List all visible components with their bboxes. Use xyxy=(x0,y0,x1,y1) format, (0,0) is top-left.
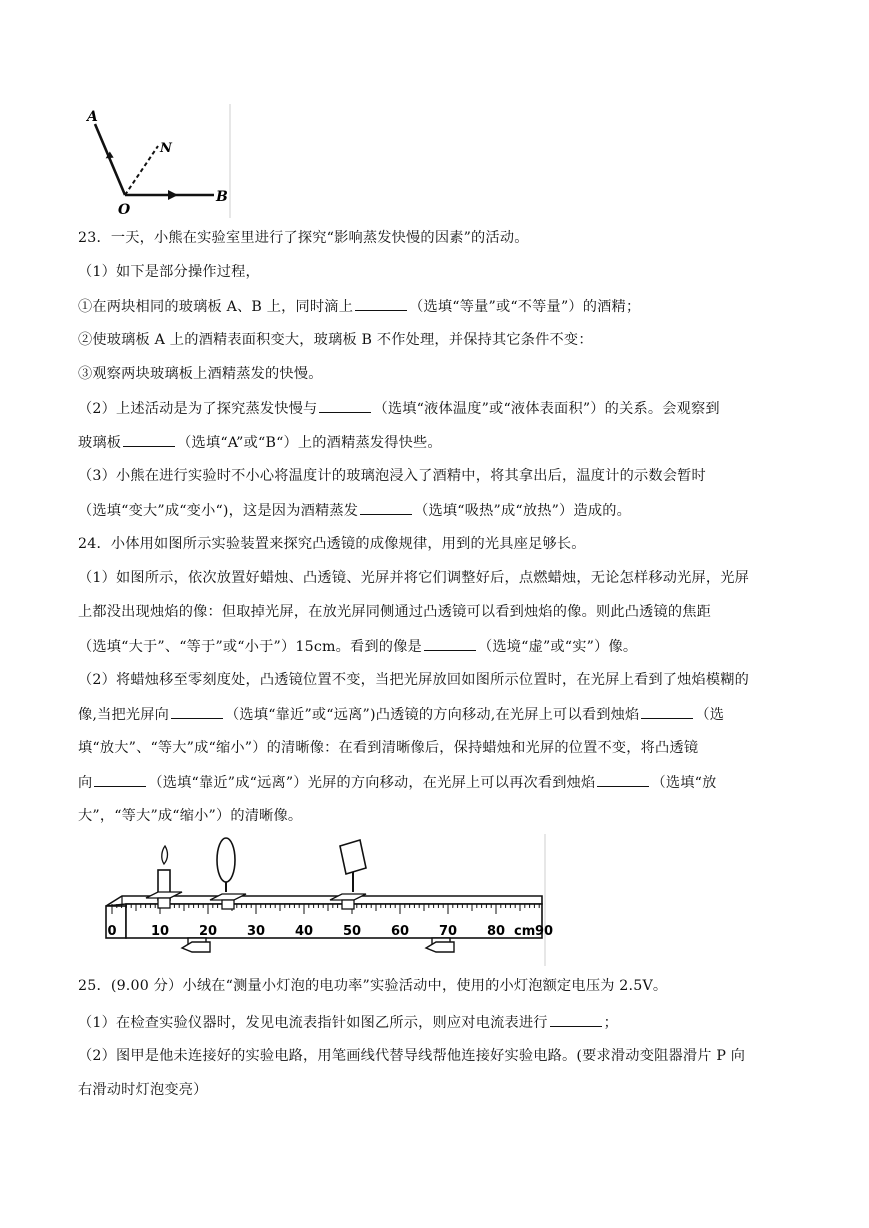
reflection-diagram xyxy=(78,104,232,218)
answer-blank[interactable] xyxy=(424,636,476,651)
scale-label: 90 xyxy=(534,924,554,939)
answer-blank[interactable] xyxy=(123,432,175,447)
answer-blank[interactable] xyxy=(360,500,412,515)
q23-step1: ①在两块相同的玻璃板 A、B 上，同时滴上 （选填“等量”或“不等量”）的酒精； xyxy=(78,296,829,317)
scale-label: 10 xyxy=(150,924,170,939)
q23-step3: ③观察两块玻璃板上酒精蒸发的快慢。 xyxy=(78,366,323,382)
q25-part2b: 右滑动时灯泡变亮） xyxy=(78,1082,208,1098)
scale-label: 60 xyxy=(390,924,410,939)
q23-part2b: 玻璃板 （选填“A”或“B“）上的酒精蒸发得快些。 xyxy=(78,432,829,453)
answer-blank[interactable] xyxy=(355,296,407,311)
q25-part2a: （2）图甲是他未连接好的实验电路，用笔画线代替导线帮他连接好实验电路。(要求滑动变阻器滑片 P 向 xyxy=(78,1048,746,1064)
optical-bench-diagram xyxy=(102,834,554,966)
q23-part3: （3）小熊在进行实验时不小心将温度计的玻璃泡浸入了酒精中，将其拿出后，温度计的示数会暂时 xyxy=(78,468,706,484)
q23-part1-head: （1）如下是部分操作过程， xyxy=(78,264,260,280)
q23-stem: 23．一天，小熊在实验室里进行了探究“影响蒸发快慢的因素”的活动。 xyxy=(78,230,529,246)
scale-label: 20 xyxy=(198,924,218,939)
scale-label: 30 xyxy=(246,924,266,939)
label-o: O xyxy=(118,202,131,218)
q23-part3b: （选填“变大”成“变小“)，这是因为酒精蒸发 （选填“吸热”成“放热”）造成的。 xyxy=(78,500,829,521)
scale-label: 70 xyxy=(438,924,458,939)
q24-stem: 24．小体用如图所示实验装置来探究凸透镜的成像规律，用到的光具座足够长。 xyxy=(78,536,586,552)
scale-label: 40 xyxy=(294,924,314,939)
normal-line xyxy=(125,146,158,195)
answer-blank[interactable] xyxy=(171,704,223,719)
scale-label: 80 xyxy=(486,924,506,939)
label-a: A xyxy=(87,109,98,125)
scale-label: 0 xyxy=(107,924,117,939)
q24-part2d: 向 （选填“靠近”成“远离”）光屏的方向移动，在光屏上可以再次看到烛焰 （选填“放 xyxy=(78,772,829,793)
label-b: B xyxy=(216,189,228,205)
bench-scale xyxy=(126,904,542,938)
q24-part2e: 大”，“等大”成“缩小”）的清晰像。 xyxy=(78,808,303,824)
label-n: N xyxy=(160,141,172,156)
reflected-arrow xyxy=(168,190,178,200)
answer-blank[interactable] xyxy=(641,704,693,719)
q23-part2: （2）上述活动是为了探究蒸发快慢与 （选填“液体温度”或“液体表面积”）的关系。会观察到 xyxy=(78,398,829,419)
scale-label: cm xyxy=(514,924,536,939)
q24-part2b: 像,当把光屏向 （选填“靠近”或“远离”)凸透镜的方向移动,在光屏上可以看到烛焰 （选 xyxy=(78,704,829,725)
answer-blank[interactable] xyxy=(94,772,146,787)
q23-step2: ②使玻璃板 A 上的酒精表面积变大，玻璃板 B 不作处理，并保持其它条件不变： xyxy=(78,332,593,348)
q24-part1a: （1）如图所示，依次放置好蜡烛、凸透镜、光屏并将它们调整好后，点燃蜡烛，无论怎样移动光屏，光屏 xyxy=(78,570,750,586)
answer-blank[interactable] xyxy=(597,772,649,787)
q25-part1: （1）在检查实验仪器时，发见电流表指针如图乙所示，则应对电流表进行 ； xyxy=(78,1012,829,1033)
scale-label: 50 xyxy=(342,924,362,939)
q24-part1b: 上都没出现烛焰的像：但取掉光屏，在放光屏同侧通过凸透镜可以看到烛焰的像。则此凸透镜的焦距 xyxy=(78,604,712,620)
answer-blank[interactable] xyxy=(550,1012,602,1027)
incident-ray xyxy=(95,124,125,195)
q25-stem: 25．(9.00 分）小绒在“测量小灯泡的电功率”实验活动中，使用的小灯泡额定电压为 2.5V。 xyxy=(78,978,668,994)
q24-part1c: （选填“大于”、“等于”或“小于”）15cm。看到的像是 （选境“虚”或“实”）像。 xyxy=(78,636,829,657)
q24-part2c: 填“放大”、“等大”成“缩小”）的清晰像：在看到清晰像后，保持蜡烛和光屏的位置不变，将凸透镜 xyxy=(78,740,699,756)
answer-blank[interactable] xyxy=(319,398,371,413)
q24-part2a: （2）将蜡烛移至零刻度处，凸透镜位置不变，当把光屏放回如图所示位置时，在光屏上看到了烛焰模糊的 xyxy=(78,672,750,688)
